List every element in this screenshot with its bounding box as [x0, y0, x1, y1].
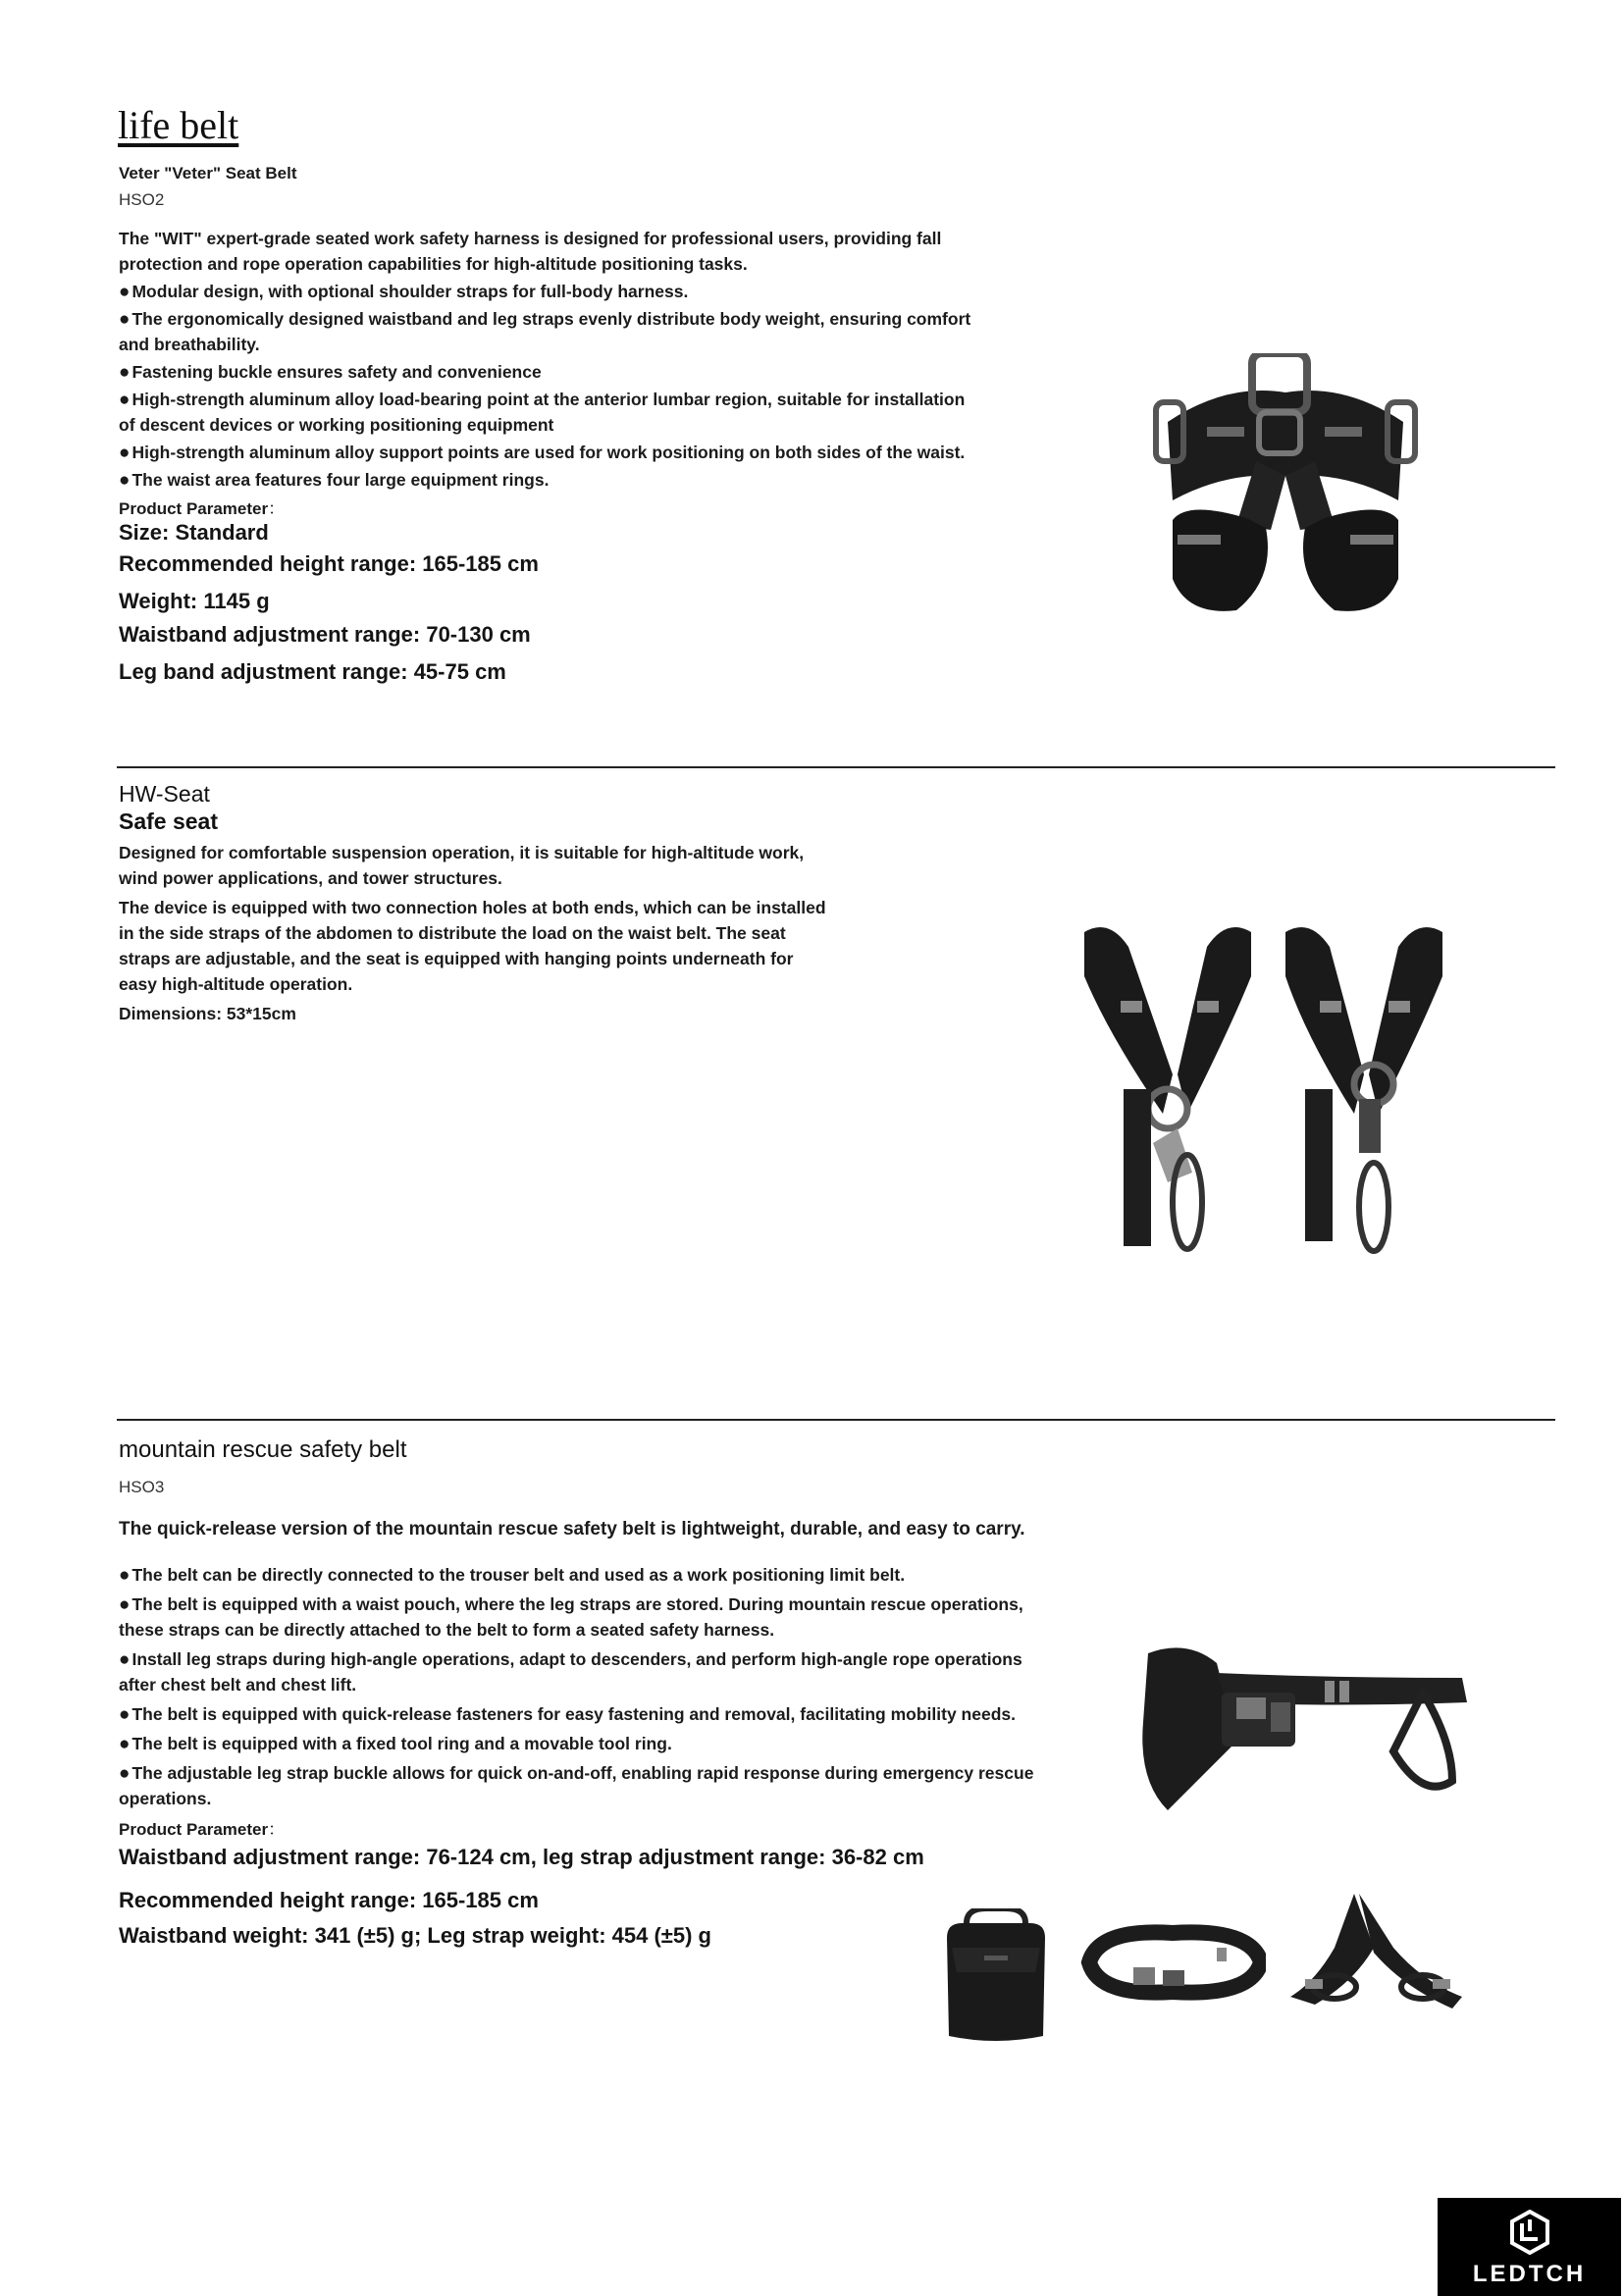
rescue-belt-image — [1128, 1634, 1482, 1830]
page-title: life belt — [118, 103, 239, 147]
safe-seat-image-right — [1276, 917, 1452, 1256]
feature-bullet: ● The adjustable leg strap buckle allows for quick on-and-off, enabling rapid response during emergency rescue — [119, 1763, 1034, 1784]
feature-bullet: ● The belt is equipped with a waist pouch, where the leg straps are stored. During mountain rescue operations, — [119, 1594, 1023, 1615]
feature-bullet: ● The waist area features four large equipment rings. — [119, 470, 550, 491]
brand-logo-text: LEDTCH — [1472, 2261, 1587, 2287]
parameter-label: Product Parameter： — [119, 499, 286, 518]
feature-bullet: ● Modular design, with optional shoulder straps for full-body harness. — [119, 282, 689, 302]
leg-strap-image — [1276, 1889, 1472, 2016]
spec-waistband: Waistband adjustment range: 70-130 cm — [119, 622, 531, 647]
feature-bullet: ● The belt is equipped with quick-release fasteners for easy fastening and removal, facilitating mobility needs. — [119, 1704, 1016, 1725]
feature-bullet-continuation: these straps can be directly attached to the belt to form a seated safety harness. — [119, 1620, 775, 1640]
section-divider — [117, 1419, 1555, 1421]
description-line: straps are adjustable, and the seat is equipped with hanging points underneath for — [119, 949, 794, 968]
section-name: mountain rescue safety belt — [119, 1436, 407, 1463]
product-code: HSO2 — [119, 190, 165, 209]
parameter-label: Product Parameter： — [119, 1820, 286, 1839]
description-line: The device is equipped with two connection holes at both ends, which can be installed — [119, 898, 826, 917]
section-code: HW-Seat — [119, 781, 210, 807]
feature-bullet: ● Install leg straps during high-angle operations, adapt to descenders, and perform high-angle rope operations — [119, 1649, 1022, 1670]
spec-size: Size: Standard — [119, 520, 269, 545]
intro-line: The "WIT" expert-grade seated work safety harness is designed for professional users, providing fall — [119, 229, 942, 248]
spec-adjustment: Waistband adjustment range: 76-124 cm, leg strap adjustment range: 36-82 cm — [119, 1845, 924, 1869]
feature-bullet-continuation: of descent devices or working positioning equipment — [119, 415, 554, 435]
feature-bullet: ● The ergonomically designed waistband and leg straps evenly distribute body weight, ensuring comfort — [119, 309, 971, 330]
spec-height: Recommended height range: 165-185 cm — [119, 1888, 539, 1912]
description-line: Designed for comfortable suspension operation, it is suitable for high-altitude work, — [119, 843, 805, 862]
feature-bullet: ● Fastening buckle ensures safety and convenience — [119, 362, 542, 383]
spec-legband: Leg band adjustment range: 45-75 cm — [119, 659, 506, 684]
brand-logo — [1438, 2198, 1621, 2296]
description-line: easy high-altitude operation. — [119, 974, 353, 994]
feature-bullet: ● High-strength aluminum alloy load-bearing point at the anterior lumbar region, suitable for installation — [119, 390, 966, 410]
waist-belt-image — [1079, 1923, 1266, 2002]
spec-height: Recommended height range: 165-185 cm — [119, 551, 539, 576]
feature-bullet-continuation: after chest belt and chest lift. — [119, 1675, 357, 1695]
intro-line: protection and rope operation capabilities for high-altitude positioning tasks. — [119, 254, 748, 274]
ledtch-logo-icon — [1508, 2210, 1551, 2255]
seat-harness-image — [1148, 353, 1423, 628]
feature-bullet-continuation: and breathability. — [119, 335, 260, 354]
dimensions: Dimensions: 53*15cm — [119, 1004, 296, 1023]
feature-bullet: ● High-strength aluminum alloy support points are used for work positioning on both sides of the waist. — [119, 443, 966, 463]
spec-weight: Waistband weight: 341 (±5) g; Leg strap weight: 454 (±5) g — [119, 1923, 711, 1948]
section-divider — [117, 766, 1555, 768]
intro-line: The quick-release version of the mountain rescue safety belt is lightweight, durable, and easy to carry. — [119, 1519, 1025, 1539]
feature-bullet-continuation: operations. — [119, 1789, 212, 1808]
feature-bullet: ● The belt is equipped with a fixed tool ring and a movable tool ring. — [119, 1734, 672, 1754]
product-code: HSO3 — [119, 1478, 165, 1496]
rescue-pouch-image — [937, 1908, 1055, 2046]
description-line: in the side straps of the abdomen to distribute the load on the waist belt. The seat — [119, 923, 786, 943]
safe-seat-image-left — [1070, 917, 1266, 1256]
description-line: wind power applications, and tower structures. — [119, 868, 502, 888]
section-name: Safe seat — [119, 809, 219, 834]
spec-weight: Weight: 1145 g — [119, 589, 270, 613]
feature-bullet: ● The belt can be directly connected to the trouser belt and used as a work positioning limit belt. — [119, 1565, 906, 1586]
product-name: Veter "Veter" Seat Belt — [119, 164, 297, 183]
